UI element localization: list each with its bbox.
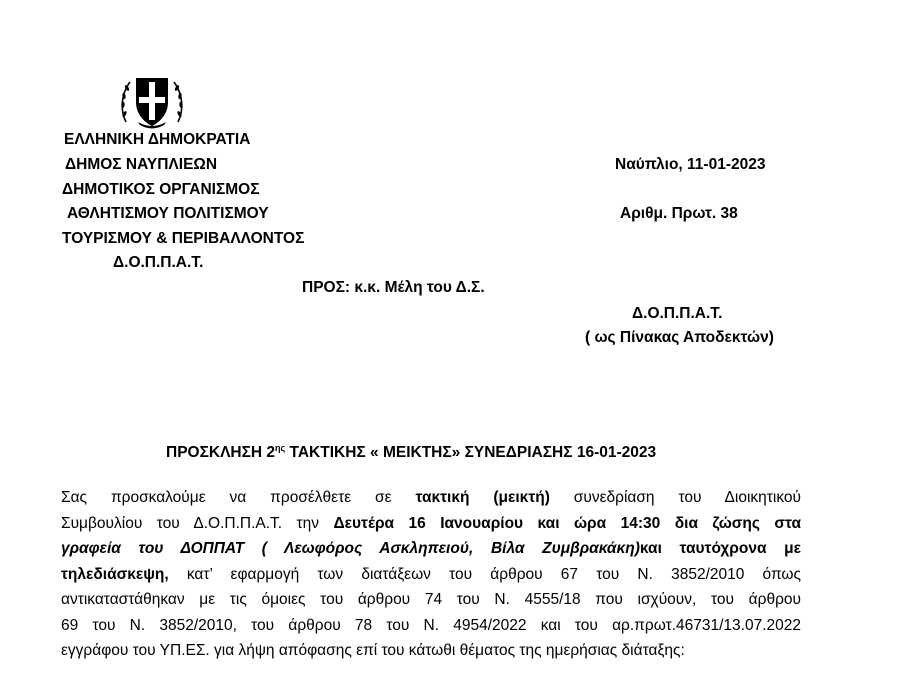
body-text: συνεδρίαση του Διοικητικού <box>549 489 802 506</box>
body-text: Συμβουλίου του Δ.Ο.Π.Π.Α.Τ. την <box>61 514 334 532</box>
greek-coat-of-arms-icon <box>118 72 186 130</box>
body-line: 69 του Ν. 3852/2010, του άρθρου 78 του Ν. 4954/2022 και του αρ.πρωτ.46731/13.07.2022 <box>61 616 801 634</box>
header-line-organization: ΔΗΜΟΤΙΚΟΣ ΟΡΓΑΝΙΣΜΟΣ <box>62 181 260 198</box>
protocol-number: Αριθμ. Πρωτ. 38 <box>620 205 738 222</box>
recipient-line: ΠΡΟΣ: κ.κ. Μέλη του Δ.Σ. <box>302 279 485 296</box>
header-line-acronym: Δ.Ο.Π.Π.Α.Τ. <box>113 254 204 271</box>
body-bold-text: και ταυτόχρονα με <box>639 540 801 557</box>
document-date: Ναύπλιο, 11-01-2023 <box>615 156 766 173</box>
recipient-note: ( ως Πίνακας Αποδεκτών) <box>585 329 774 346</box>
body-line <box>61 536 801 562</box>
body-line: εγγράφου του ΥΠ.ΕΣ. για λήψη απόφασης επί του κάτωθι θέματος της ημερήσιας διάταξης: <box>61 642 685 659</box>
invitation-body <box>61 485 801 664</box>
recipient-organization: Δ.Ο.Π.Π.Α.Τ. <box>632 305 723 322</box>
meeting-location: γραφεία του ΔΟΠΠΑΤ ( Λεωφόρος Ασκληπειού, Βίλα Ζυμβρακάκη) <box>61 540 640 557</box>
body-text: Σας προσκαλούμε να προσέλθετε σε <box>61 489 416 506</box>
header-line-organization-3: ΤΟΥΡΙΣΜΟΥ & ΠΕΡΙΒΑΛΛΟΝΤΟΣ <box>62 230 305 247</box>
header-line-organization-2: ΑΘΛΗΤΙΣΜΟΥ ΠΟΛΙΤΙΣΜΟΥ <box>67 205 269 222</box>
title-suffix: ΤΑΚΤΙΚΗΣ « ΜΕΙΚΤΗΣ» ΣΥΝΕΔΡΙΑΣΗΣ 16-01-2023 <box>285 444 657 461</box>
body-line: αντικαταστάθηκαν με τις όμοιες του άρθρου 74 του Ν. 4555/18 που ισχύουν, του άρθρου <box>61 591 801 608</box>
header-line-country: ΕΛΛΗΝΙΚΗ ΔΗΜΟΚΡΑΤΙΑ <box>64 131 251 148</box>
body-line <box>61 562 801 588</box>
body-text: κατ’ εφαρμογή των διατάξεων του άρθρου 67 του Ν. 3852/2010 όπως <box>168 565 801 583</box>
meeting-datetime: Δευτέρα 16 Ιανουαρίου και ώρα 14:30 δια ζώσης στα <box>333 514 801 532</box>
body-line <box>61 511 801 537</box>
body-bold-text: τακτική (μεικτή) <box>415 489 550 506</box>
header-line-municipality: ΔΗΜΟΣ ΝΑΥΠΛΙΕΩΝ <box>65 156 218 173</box>
body-bold-text: τηλεδιάσκεψη, <box>61 565 169 583</box>
title-prefix: ΠΡΟΣΚΛΗΣΗ 2 <box>166 444 276 461</box>
body-line <box>61 485 801 511</box>
document-title <box>166 443 656 462</box>
title-superscript: ης <box>275 443 286 453</box>
